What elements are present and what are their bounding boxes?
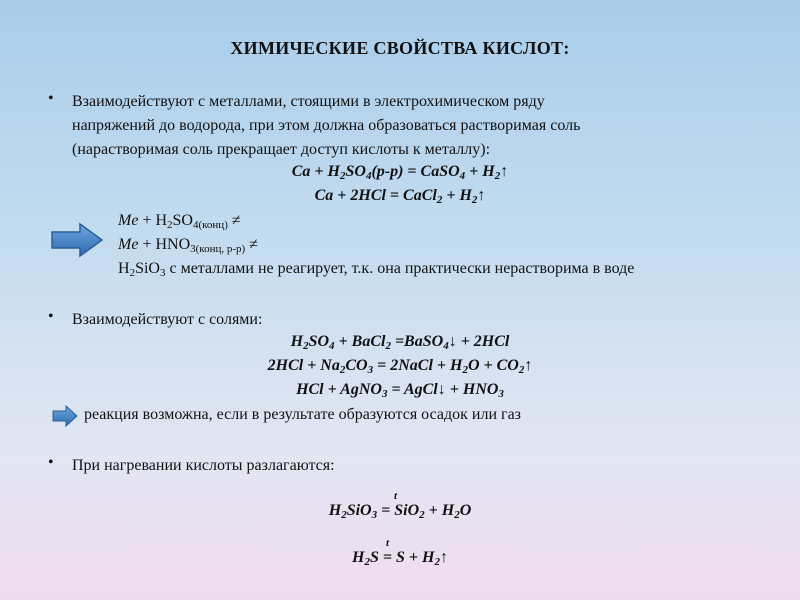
right-arrow-icon bbox=[50, 222, 104, 258]
equation-hcl-na2co3: $2HCl + Na_2CO_3$ = 2NaCl + $H_2O$ + $CO_2↑$ bbox=[267, 357, 533, 376]
section1-line3: (нарастворимая соль прекращает доступ кислоты к металлу): bbox=[72, 141, 491, 158]
section3-line1: При нагревании кислоты разлагаются: bbox=[72, 457, 335, 474]
note-h2sio3: $H_2SiO_3$ с металлами не реагирует, т.к. она практически нерастворима в воде bbox=[118, 260, 635, 279]
note-hno3: $Me + HNO_{3(конц, р-р)}$ ≠ bbox=[118, 236, 258, 255]
right-arrow-icon bbox=[52, 405, 78, 427]
section2-note: реакция возможна, если в результате образуются осадок или газ bbox=[84, 406, 521, 423]
equation-ca-h2so4: $Ca + H_2SO_4(р-р)$ = CaSO$_4$ + $H_2↑$ bbox=[291, 163, 509, 182]
section1-line2: напряжений до водорода, при этом должна образоваться растворимая соль bbox=[72, 117, 581, 134]
section1-text bbox=[72, 90, 772, 162]
note-h2so4-conc: $Me + H_2SO_{4(конц)}$ ≠ bbox=[118, 212, 241, 231]
equation-ca-hcl: Ca + 2HCl = CaCl$_2$ + $H_2↑$ bbox=[314, 187, 486, 206]
equation-hcl-agno3: HCl + AgNO$_3$ = AgCl↓ + $HNO_3$ bbox=[296, 381, 504, 400]
section1-line1: Взаимодействуют с металлами, стоящими в электрохимическом ряду bbox=[72, 93, 545, 110]
equation-h2sio3-decomp: $H_2SiO_3 = SiO_2 + H_2O$ bbox=[328, 502, 472, 521]
equation-h2so4-bacl2: $H_2SO_4$ + BaCl$_2$ =BaSO$_4$↓ + 2HCl bbox=[290, 333, 510, 352]
section2-line1: Взаимодействуют с солями: bbox=[72, 311, 263, 328]
page-title: ХИМИЧЕСКИЕ СВОЙСТВА КИСЛОТ: bbox=[230, 38, 570, 58]
bullet-marker: • bbox=[48, 454, 54, 471]
bullet-marker: • bbox=[48, 308, 54, 325]
bullet-marker: • bbox=[48, 90, 54, 107]
equation-h2s-decomp: $H_2S = S$ + $H_2↑$ bbox=[352, 549, 448, 568]
temperature-mark: t bbox=[394, 490, 398, 502]
temperature-mark: t bbox=[386, 537, 390, 549]
